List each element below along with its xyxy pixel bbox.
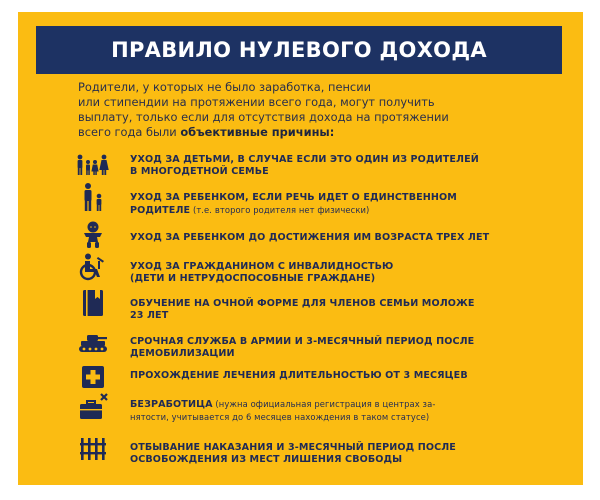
reason-text: УХОД ЗА РЕБЕНКОМ ДО ДОСТИЖЕНИЯ ИМ ВОЗРАСТА ТРЕХ ЛЕТ (130, 232, 490, 243)
intro-line: всего года были объективные причины: (78, 125, 335, 139)
intro-line: выплату, только если для отсутствия дохода на протяжении (78, 110, 449, 124)
reason-text: УХОД ЗА ДЕТЬМИ, В СЛУЧАЕ ЕСЛИ ЭТО ОДИН ИЗ РОДИТЕЛЕЙ В МНОГОДЕТНОЙ СЕМЬЕ (130, 154, 479, 177)
book-icon (76, 288, 110, 318)
page-title: ПРАВИЛО НУЛЕВОГО ДОХОДА (111, 38, 487, 62)
reason-text: БЕЗРАБОТИЦА (нужна официальная регистрация в центрах за- нятости, учитывается до 6 месяцев нахождения в таком статусе) (130, 399, 436, 422)
reason-text: УХОД ЗА РЕБЕНКОМ, ЕСЛИ РЕЧЬ ИДЕТ О ЕДИНСТВЕННОМ РОДИТЕЛЕ (т.е. второго родителя нет физически) (130, 192, 457, 216)
medical-cross-icon (76, 362, 110, 392)
intro-emphasis: объективные причины (180, 125, 330, 139)
wheelchair-icon (76, 252, 110, 282)
family-icon (76, 150, 110, 180)
reason-text: ОБУЧЕНИЕ НА ОЧНОЙ ФОРМЕ ДЛЯ ЧЛЕНОВ СЕМЬИ МОЛОЖЕ 23 ЛЕТ (130, 298, 475, 321)
intro-line: Родители, у которых не было заработка, пенсии (78, 80, 371, 94)
reason-text: СРОЧНАЯ СЛУЖБА В АРМИИ И 3-МЕСЯЧНЫЙ ПЕРИОД ПОСЛЕ ДЕМОБИЛИЗАЦИИ (130, 336, 475, 359)
info-card (18, 12, 583, 485)
reason-text: УХОД ЗА ГРАЖДАНИНОМ С ИНВАЛИДНОСТЬЮ (ДЕТИ И НЕТРУДОСПОСОБНЫЕ ГРАЖДАНЕ) (130, 261, 394, 284)
intro-line: или стипендии на протяжении всего года, могут получить (78, 95, 435, 109)
reason-text: ПРОХОЖДЕНИЕ ЛЕЧЕНИЯ ДЛИТЕЛЬНОСТЬЮ ОТ 3 МЕСЯЦЕВ (130, 370, 468, 381)
baby-icon (76, 220, 110, 250)
reason-text: ОТБЫВАНИЕ НАКАЗАНИЯ И 3-МЕСЯЧНЫЙ ПЕРИОД ПОСЛЕ ОСВОБОЖДЕНИЯ ИЗ МЕСТ ЛИШЕНИЯ СВОБОДЫ (130, 442, 456, 465)
tank-icon (76, 328, 110, 358)
briefcase-cross-icon (76, 392, 110, 422)
reasons-list (18, 12, 583, 485)
prison-bars-icon (76, 434, 110, 464)
parent-child-icon (76, 182, 110, 212)
